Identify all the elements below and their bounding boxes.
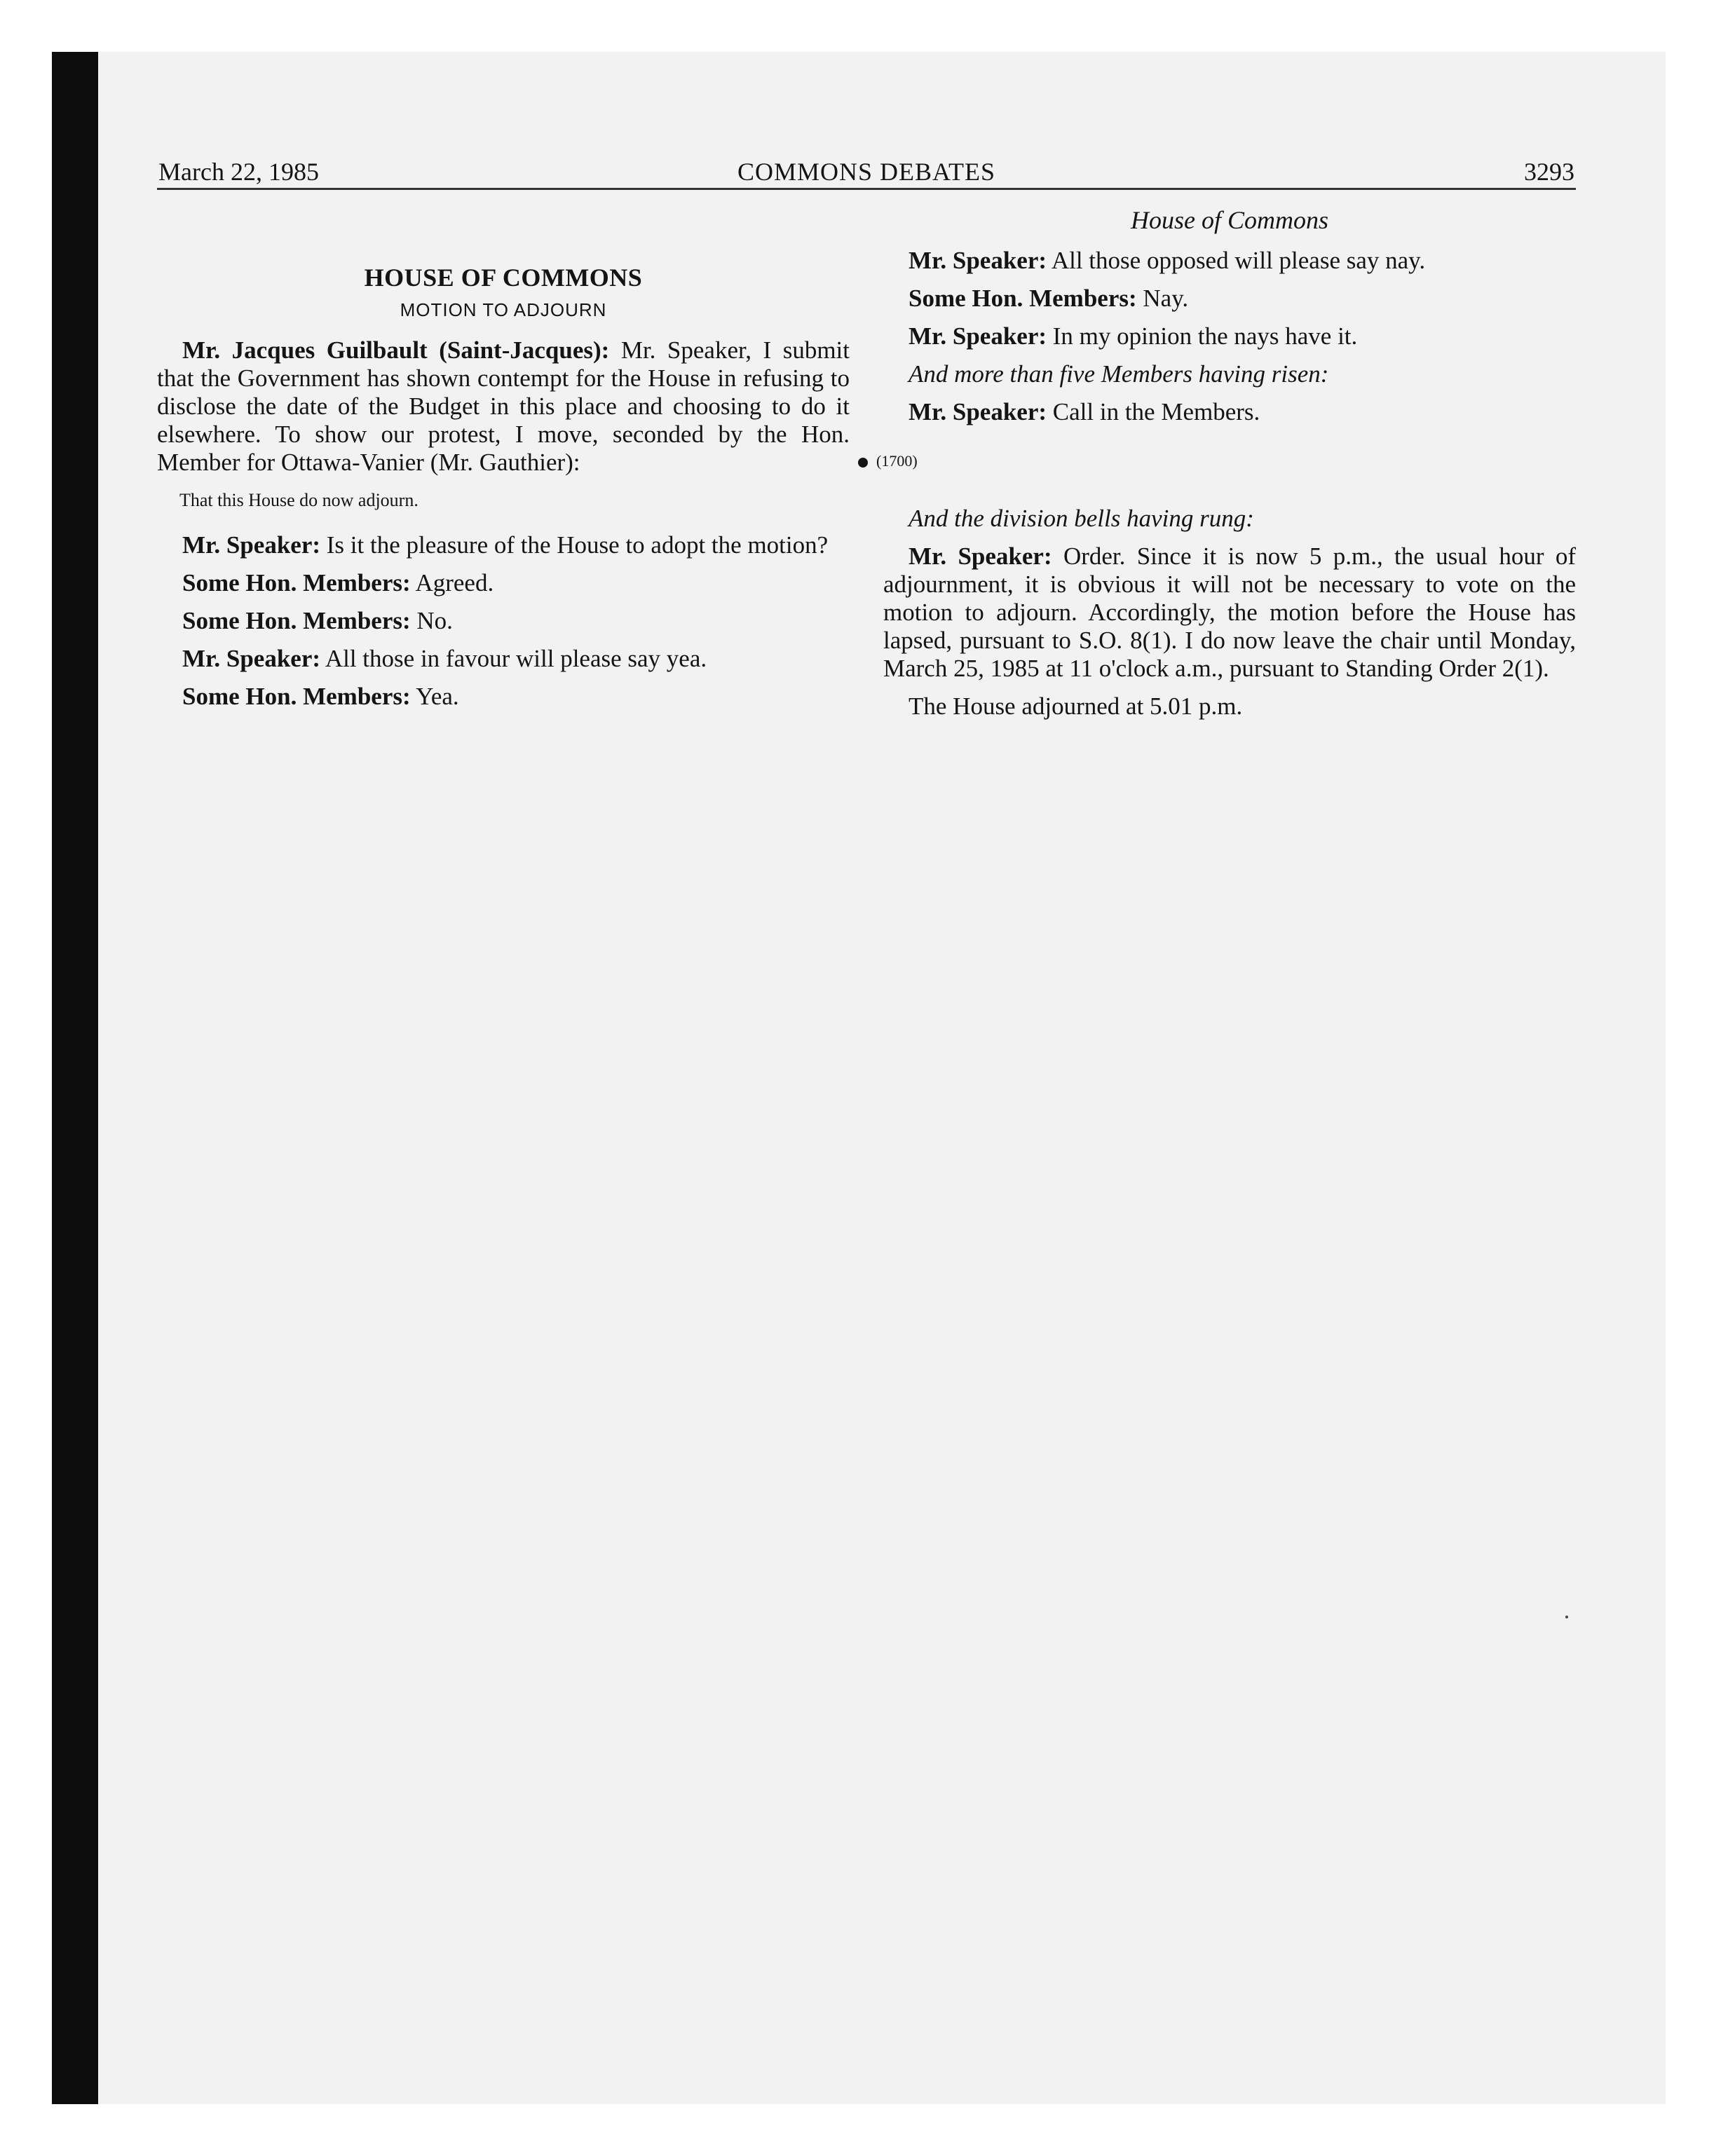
paragraph-guilbault bbox=[157, 336, 850, 477]
speech-text: All those opposed will please say nay. bbox=[1047, 247, 1426, 274]
paragraph-speaker-call-members bbox=[883, 398, 1576, 426]
speaker-name: Some Hon. Members: bbox=[909, 285, 1137, 312]
page-number: 3293 bbox=[1524, 158, 1574, 186]
speaker-name: Mr. Speaker: bbox=[909, 398, 1047, 425]
time-marker bbox=[858, 447, 1576, 475]
speaker-name: Mr. Speaker: bbox=[909, 543, 1052, 570]
time-marker-text: (1700) bbox=[876, 452, 918, 470]
paragraph-members-no bbox=[157, 607, 850, 635]
right-column bbox=[876, 206, 1576, 730]
motion-text: That this House do now adjourn. bbox=[179, 490, 419, 510]
paragraph-members-agreed bbox=[157, 569, 850, 597]
speaker-name: Some Hon. Members: bbox=[182, 683, 411, 710]
speech-text: Is it the pleasure of the House to adopt the motion? bbox=[320, 531, 829, 559]
column-heading: House of Commons bbox=[1130, 206, 1328, 234]
speech-text: Mr. Speaker, I submit that the Government has shown contempt for the House in refusing to disclose the date of the Budget in this place and choosing to do it elsewhere. To show our protest, I move, seconded by the Hon. Member for Ottawa-Vanier (Mr. Gauthier): bbox=[157, 336, 850, 476]
running-header bbox=[157, 156, 1576, 190]
speaker-name: Mr. Speaker: bbox=[182, 645, 321, 672]
speech-text: All those in favour will please say yea. bbox=[320, 645, 707, 672]
paragraph-speaker-pleasure bbox=[157, 531, 850, 559]
left-column bbox=[157, 206, 850, 721]
speaker-name: Mr. Speaker: bbox=[909, 322, 1047, 350]
speaker-name: Mr. Speaker: bbox=[182, 531, 321, 559]
speech-text: Call in the Members. bbox=[1047, 398, 1260, 425]
stage-direction-risen: And more than five Members having risen: bbox=[909, 360, 1329, 388]
speaker-name: Mr. Jacques Guilbault (Saint-Jacques): bbox=[182, 336, 610, 364]
header-date: March 22, 1985 bbox=[158, 158, 319, 186]
speech-text: Nay. bbox=[1136, 285, 1189, 312]
speech-text: Agreed. bbox=[410, 569, 494, 596]
paragraph-speaker-nays-have-it bbox=[883, 322, 1576, 350]
stage-direction-bells: And the division bells having rung: bbox=[909, 505, 1254, 532]
speaker-name: Some Hon. Members: bbox=[182, 569, 411, 596]
closing-line: The House adjourned at 5.01 p.m. bbox=[909, 692, 1243, 720]
document-page bbox=[157, 156, 1576, 720]
paragraph-speaker-order bbox=[883, 543, 1576, 683]
header-title: COMMONS DEBATES bbox=[737, 158, 996, 186]
speech-text: Order. Since it is now 5 p.m., the usual hour of adjournment, it is obvious it will not be necessary to vote on the motion to adjourn. Accordingly, the motion before the House has lapsed, pursuant to S.O. 8(1). I do now leave the chair until Monday, March 25, 1985 at 11 o'clock a.m., pursuant to Standing Order 2(1). bbox=[883, 543, 1576, 682]
paragraph-speaker-nay bbox=[883, 247, 1576, 275]
speech-text: In my opinion the nays have it. bbox=[1047, 322, 1358, 350]
speech-text: Yea. bbox=[410, 683, 459, 710]
paragraph-members-nay bbox=[883, 285, 1576, 313]
paragraph-speaker-yea bbox=[157, 645, 850, 673]
section-title: HOUSE OF COMMONS bbox=[364, 264, 643, 292]
bullet-dot-icon bbox=[858, 458, 868, 468]
scan-speck bbox=[1565, 1616, 1568, 1618]
section-subtitle: MOTION TO ADJOURN bbox=[400, 299, 607, 320]
paragraph-members-yea bbox=[157, 683, 850, 711]
speaker-name: Some Hon. Members: bbox=[182, 607, 411, 634]
speaker-name: Mr. Speaker: bbox=[909, 247, 1047, 274]
speech-text: No. bbox=[410, 607, 453, 634]
scan-binding-edge bbox=[52, 52, 98, 2104]
